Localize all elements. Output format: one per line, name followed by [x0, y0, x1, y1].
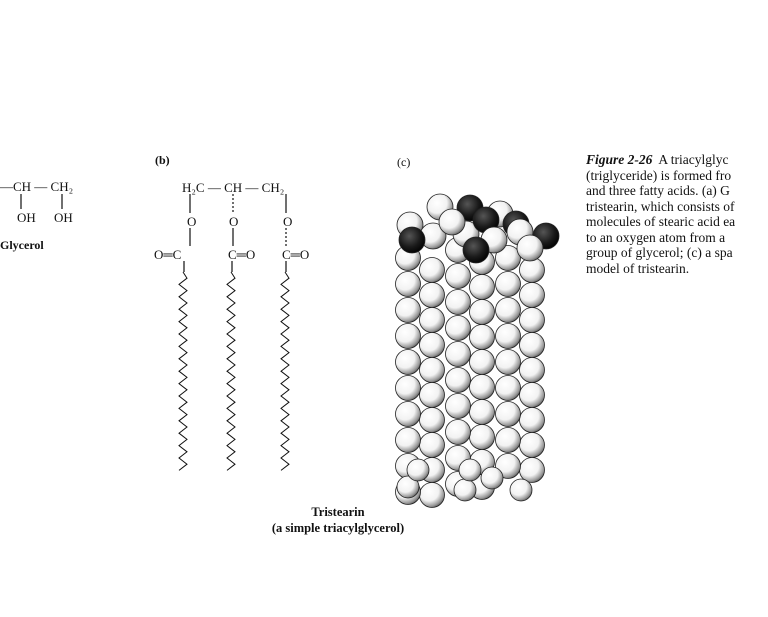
model-atom — [420, 433, 445, 458]
model-atom — [446, 316, 471, 341]
model-terminal-atom — [407, 459, 429, 481]
model-atom — [470, 325, 495, 350]
caption-line-8: model of tristearin. — [586, 260, 690, 276]
model-oxygen-atom — [399, 227, 425, 253]
model-atom — [420, 383, 445, 408]
model-atom — [520, 283, 545, 308]
model-atom — [420, 358, 445, 383]
model-atom — [470, 275, 495, 300]
fatty-acid-chains — [179, 272, 289, 470]
panel-b-carbonyl-2: C═O — [228, 247, 256, 262]
panel-b-backbone: H₂C — CH — CH₂ — [182, 180, 285, 195]
model-terminal-atom — [454, 479, 476, 501]
model-atom — [396, 324, 421, 349]
model-atom — [396, 376, 421, 401]
model-atom — [396, 272, 421, 297]
model-atom — [470, 350, 495, 375]
panel-b-label: (b) — [155, 153, 170, 167]
figure-number: Figure 2-26 — [586, 152, 653, 167]
model-atom — [520, 308, 545, 333]
model-atom — [520, 358, 545, 383]
model-atom — [396, 298, 421, 323]
panel-b-oxygen-1: O — [187, 214, 197, 229]
model-atom — [470, 425, 495, 450]
model-atom — [439, 209, 465, 235]
model-atom — [520, 258, 545, 283]
model-atom — [420, 483, 445, 508]
model-terminal-atom — [510, 479, 532, 501]
fatty-acid-chain-2 — [227, 272, 235, 470]
panel-b-carbonyl-1: O═C — [154, 247, 182, 262]
model-atom — [496, 272, 521, 297]
model-atom — [496, 402, 521, 427]
model-atom — [520, 383, 545, 408]
model-atom — [420, 258, 445, 283]
model-atom — [446, 368, 471, 393]
model-atom — [446, 342, 471, 367]
panel-b-bonds — [184, 194, 286, 272]
model-terminal-atom — [459, 459, 481, 481]
panel-b-carbonyl-3: C═O — [282, 247, 310, 262]
model-atom — [446, 420, 471, 445]
caption-line-6: to an oxygen atom from a — [586, 229, 726, 245]
model-atom — [517, 235, 543, 261]
model-atom — [496, 376, 521, 401]
caption-line-2: (triglyceride) is formed fro — [586, 167, 732, 183]
model-atom — [470, 300, 495, 325]
model-atom — [420, 283, 445, 308]
panel-b-oxygen-2: O — [229, 214, 239, 229]
model-atom — [420, 308, 445, 333]
model-atom — [470, 375, 495, 400]
panel-c-label: (c) — [397, 155, 411, 169]
model-atom — [396, 350, 421, 375]
caption-line-3: and three fatty acids. (a) G — [586, 183, 730, 198]
model-oxygen-atom — [463, 237, 489, 263]
panel-b-oxygen-3: O — [283, 214, 293, 229]
model-atom — [496, 428, 521, 453]
fatty-acid-chain-3 — [281, 272, 289, 470]
model-atom — [446, 264, 471, 289]
model-atom — [396, 402, 421, 427]
model-atom — [420, 408, 445, 433]
caption-line-5: molecules of stearic acid ea — [586, 214, 736, 229]
caption-line-4: tristearin, which consists of — [586, 198, 735, 214]
figure-caption — [586, 152, 768, 276]
model-atom — [520, 458, 545, 483]
glycerol-oh-2: OH — [54, 210, 73, 225]
model-terminal-atom — [481, 467, 503, 489]
model-atom — [496, 298, 521, 323]
model-atom — [496, 324, 521, 349]
glycerol-oh-1: OH — [17, 210, 36, 225]
model-atom — [420, 333, 445, 358]
glycerol-bonds — [21, 194, 62, 209]
model-atom — [470, 400, 495, 425]
tristearin-title: Tristearin — [311, 505, 365, 519]
model-atom — [520, 433, 545, 458]
model-atom — [446, 394, 471, 419]
glycerol-backbone: —CH — CH₂ — [0, 179, 74, 194]
model-atom — [520, 333, 545, 358]
caption-line-1: Figure 2-26 A triacylglyc — [586, 152, 729, 167]
tristearin-subtitle: (a simple triacylglycerol) — [271, 521, 405, 535]
model-atom — [520, 408, 545, 433]
caption-line-7: group of glycerol; (c) a spa — [586, 245, 733, 260]
model-atom — [496, 350, 521, 375]
glycerol-name: Glycerol — [0, 238, 44, 252]
space-filling-model — [396, 194, 560, 508]
model-atom — [396, 428, 421, 453]
model-atom — [446, 290, 471, 315]
fatty-acid-chain-1 — [179, 272, 187, 470]
